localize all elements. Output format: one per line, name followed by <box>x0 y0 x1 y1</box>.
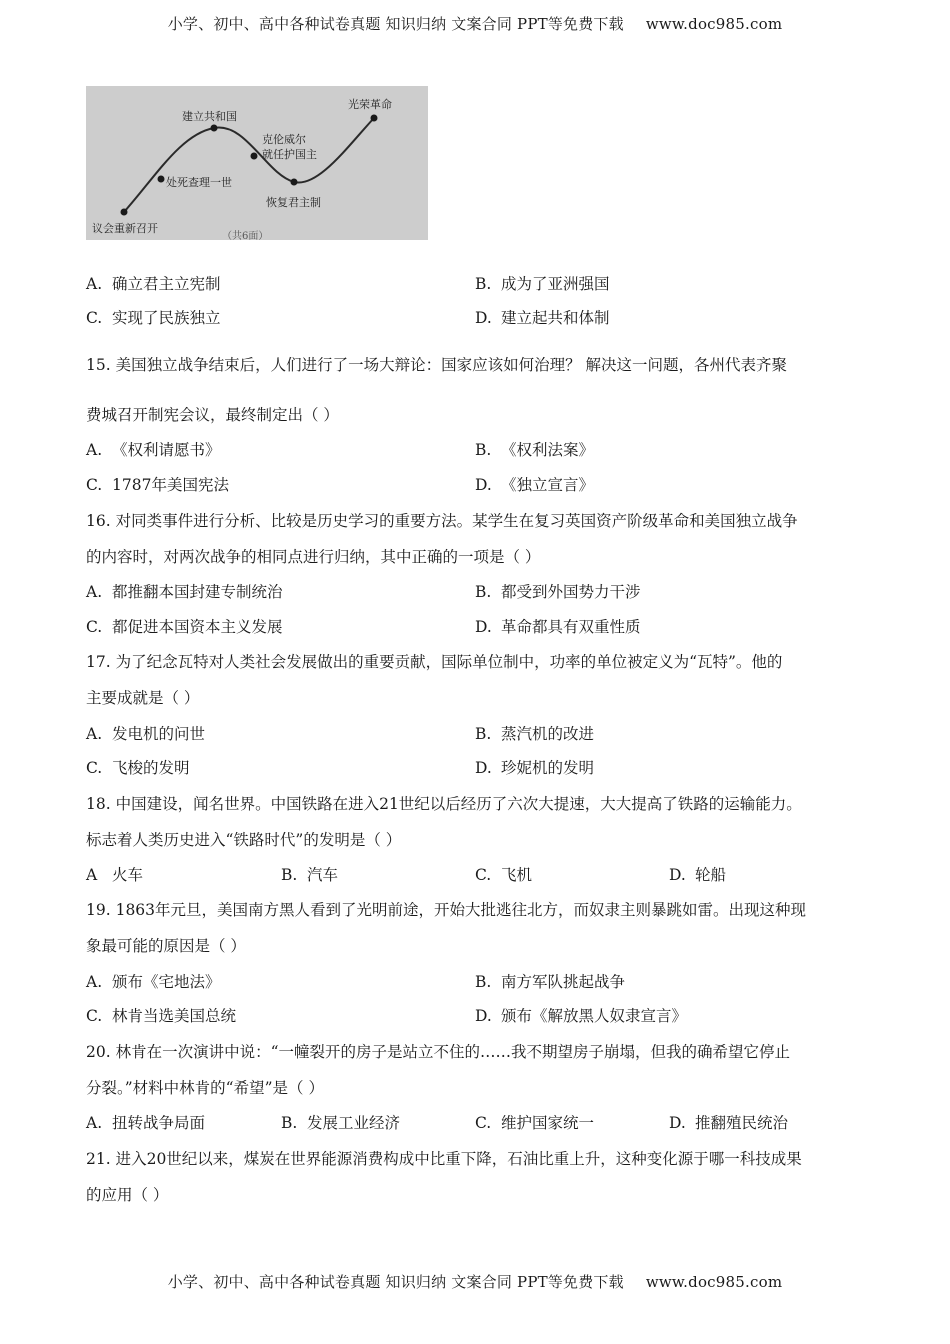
q21-stem-line1: 21. 进入20世纪以来，煤炭在世界能源消费构成中比重下降，石油比重上升，这种变化源于哪一科技成果 <box>86 1150 802 1168</box>
q20-option-c[interactable]: C. 维护国家统一 <box>475 1114 595 1132</box>
page-header <box>0 13 950 34</box>
footer-text: 小学、初中、高中各种试卷真题 知识归纳 文案合同 PPT等免费下载 <box>167 1273 624 1291</box>
q18-stem-line2: 标志着人类历史进入“铁路时代”的发明是（ ） <box>86 831 402 849</box>
q16-option-b[interactable]: B. 都受到外国势力干涉 <box>475 583 641 601</box>
point-restore <box>291 179 298 186</box>
label-execute-king: 处死查理一世 <box>166 176 232 189</box>
q15-option-d[interactable]: D. 《独立宣言》 <box>475 476 595 494</box>
q19-option-c[interactable]: C. 林肯当选美国总统 <box>86 1007 237 1025</box>
point-glorious <box>371 115 378 122</box>
label-cromwell-1: 克伦威尔 <box>262 133 306 146</box>
q17-stem-line2: 主要成就是（ ） <box>86 689 200 707</box>
label-cromwell-2: 就任护国主 <box>262 148 317 161</box>
q18-stem-line1: 18. 中国建设，闻名世界。中国铁路在进入21世纪以后经历了六次大提速，大大提高了铁路的运输能力。 <box>86 795 802 813</box>
q14-option-c[interactable]: C. 实现了民族独立 <box>86 309 221 327</box>
point-parliament <box>121 209 128 216</box>
q20-option-a[interactable]: A. 扭转战争局面 <box>86 1114 206 1132</box>
point-execute-king <box>158 176 165 183</box>
q16-stem-line1: 16. 对同类事件进行分析、比较是历史学习的重要方法。某学生在复习英国资产阶级革命和美国独立战争 <box>86 512 798 530</box>
q18-option-a[interactable]: A 火车 <box>86 866 144 884</box>
label-republic: 建立共和国 <box>182 110 237 123</box>
header-site-link[interactable]: www.doc985.com <box>645 15 783 33</box>
q19-stem-line2: 象最可能的原因是（ ） <box>86 937 246 955</box>
q14-option-b[interactable]: B. 成为了亚洲强国 <box>475 275 610 293</box>
q20-option-d[interactable]: D. 推翻殖民统治 <box>669 1114 789 1132</box>
q19-option-a[interactable]: A. 颁布《宅地法》 <box>86 973 221 991</box>
q21-stem-line2: 的应用（ ） <box>86 1186 169 1204</box>
label-glorious: 光荣革命 <box>348 98 392 111</box>
q14-option-a[interactable]: A. 确立君主立宪制 <box>86 275 221 293</box>
q19-option-d[interactable]: D. 颁布《解放黑人奴隶宣言》 <box>475 1007 688 1025</box>
q16-option-a[interactable]: A. 都推翻本国封建专制统治 <box>86 583 283 601</box>
q15-option-c[interactable]: C. 1787年美国宪法 <box>86 476 229 494</box>
q19-option-b[interactable]: B. 南方军队挑起战争 <box>475 973 626 991</box>
timeline-figure <box>86 86 428 240</box>
q18-option-c[interactable]: C. 飞机 <box>475 866 533 884</box>
q15-option-a[interactable]: A. 《权利请愿书》 <box>86 441 221 459</box>
q16-option-c[interactable]: C. 都促进本国资本主义发展 <box>86 618 283 636</box>
label-caption: （共6面） <box>222 231 269 240</box>
q19-stem-line1: 19. 1863年元旦，美国南方黑人看到了光明前途，开始大批逃往北方，而奴隶主则暴跳如雷。出现这种现 <box>86 901 807 919</box>
q17-stem-line1: 17. 为了纪念瓦特对人类社会发展做出的重要贡献，国际单位制中，功率的单位被定义为“瓦特”。他的 <box>86 653 783 671</box>
header-text: 小学、初中、高中各种试卷真题 知识归纳 文案合同 PPT等免费下载 <box>167 15 624 33</box>
q17-option-b[interactable]: B. 蒸汽机的改进 <box>475 725 595 743</box>
label-parliament: 议会重新召开 <box>92 222 158 235</box>
q18-option-d[interactable]: D. 轮船 <box>669 866 727 884</box>
q15-stem-line2: 费城召开制宪会议，最终制定出（ ） <box>86 406 339 424</box>
q20-stem-line2: 分裂。”材料中林肯的“希望”是（ ） <box>86 1079 324 1097</box>
q15-option-b[interactable]: B. 《权利法案》 <box>475 441 595 459</box>
q14-option-d[interactable]: D. 建立起共和体制 <box>475 309 610 327</box>
q20-stem-line1: 20. 林肯在一次演讲中说：“一幢裂开的房子是站立不住的……我不期望房子崩塌，但我的确希望它停止 <box>86 1043 791 1061</box>
label-restore: 恢复君主制 <box>266 196 321 209</box>
q20-option-b[interactable]: B. 发展工业经济 <box>281 1114 401 1132</box>
q17-option-a[interactable]: A. 发电机的问世 <box>86 725 206 743</box>
q18-option-b[interactable]: B. 汽车 <box>281 866 339 884</box>
q15-stem-line1: 15. 美国独立战争结束后，人们进行了一场大辩论：国家应该如何治理？ 解决这一问题，各州代表齐聚 <box>86 356 788 374</box>
q16-option-d[interactable]: D. 革命都具有双重性质 <box>475 618 641 636</box>
q16-stem-line2: 的内容时，对两次战争的相同点进行归纳，其中正确的一项是（ ） <box>86 548 541 566</box>
page-footer <box>0 1271 950 1292</box>
footer-site-link[interactable]: www.doc985.com <box>645 1273 783 1291</box>
point-republic <box>211 125 218 132</box>
q17-option-c[interactable]: C. 飞梭的发明 <box>86 759 190 777</box>
point-cromwell <box>251 153 258 160</box>
q17-option-d[interactable]: D. 珍妮机的发明 <box>475 759 595 777</box>
timeline-wave-chart <box>86 86 428 240</box>
